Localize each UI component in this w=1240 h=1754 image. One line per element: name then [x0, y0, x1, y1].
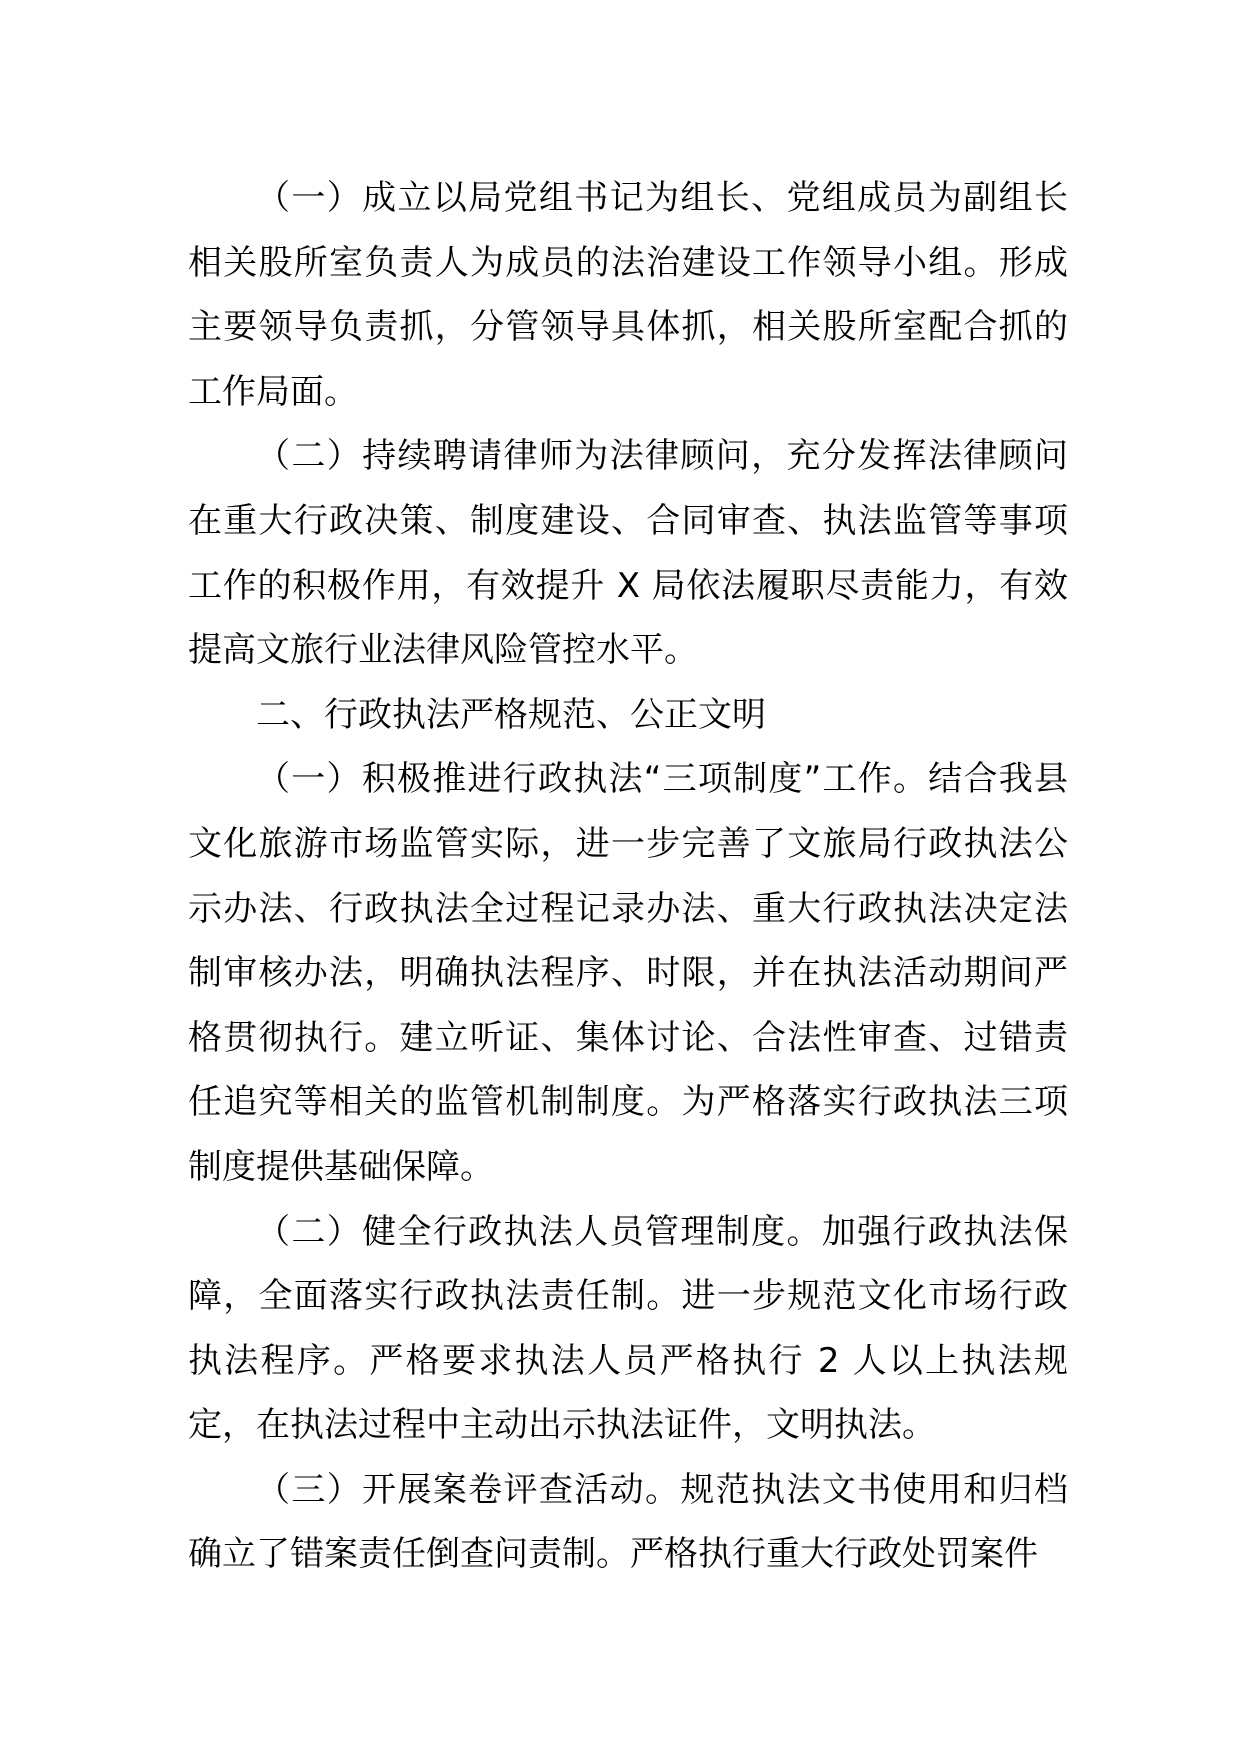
paragraph-legal-advisor: （二）持续聘请律师为法律顾问，充分发挥法律顾问在重大行政决策、制度建设、合同审查、执法监管等事项工作的积极作用，有效提升 X 局依法履职尽责能力，有效提高文旅行业法律风险管控水平。	[188, 436, 1068, 671]
paragraph-three-systems: （一）积极推进行政执法“三项制度”工作。结合我县文化旅游市场监管实际，进一步完善了文旅局行政执法公示办法、行政执法全过程记录办法、重大行政执法决定法制审核办法，明确执法程序、时限，并在执法活动期间严格贯彻执行。建立听证、集体讨论、合法性审查、过错责任追究等相关的监管机制制度。为严格落实行政执法三项制度提供基础保障。	[188, 759, 1068, 1187]
section-heading-law-enforcement: 二、行政执法严格规范、公正文明	[256, 694, 766, 735]
paragraph-personnel-management: （二）健全行政执法人员管理制度。加强行政执法保障，全面落实行政执法责任制。进一步规范文化市场行政执法程序。严格要求执法人员严格执行 2 人以上执法规定，在执法过程中主动出示执法证件，文明执法。	[188, 1211, 1068, 1446]
document-page	[188, 166, 1068, 1587]
paragraph-leadership-group: （一）成立以局党组书记为组长、党组成员为副组长相关股所室负责人为成员的法治建设工作领导小组。形成主要领导负责抓，分管领导具体抓，相关股所室配合抓的工作局面。	[188, 178, 1068, 412]
paragraph-case-review: （三）开展案卷评查活动。规范执法文书使用和归档确立了错案责任倒查问责制。严格执行重大行政处罚案件	[188, 1469, 1068, 1575]
